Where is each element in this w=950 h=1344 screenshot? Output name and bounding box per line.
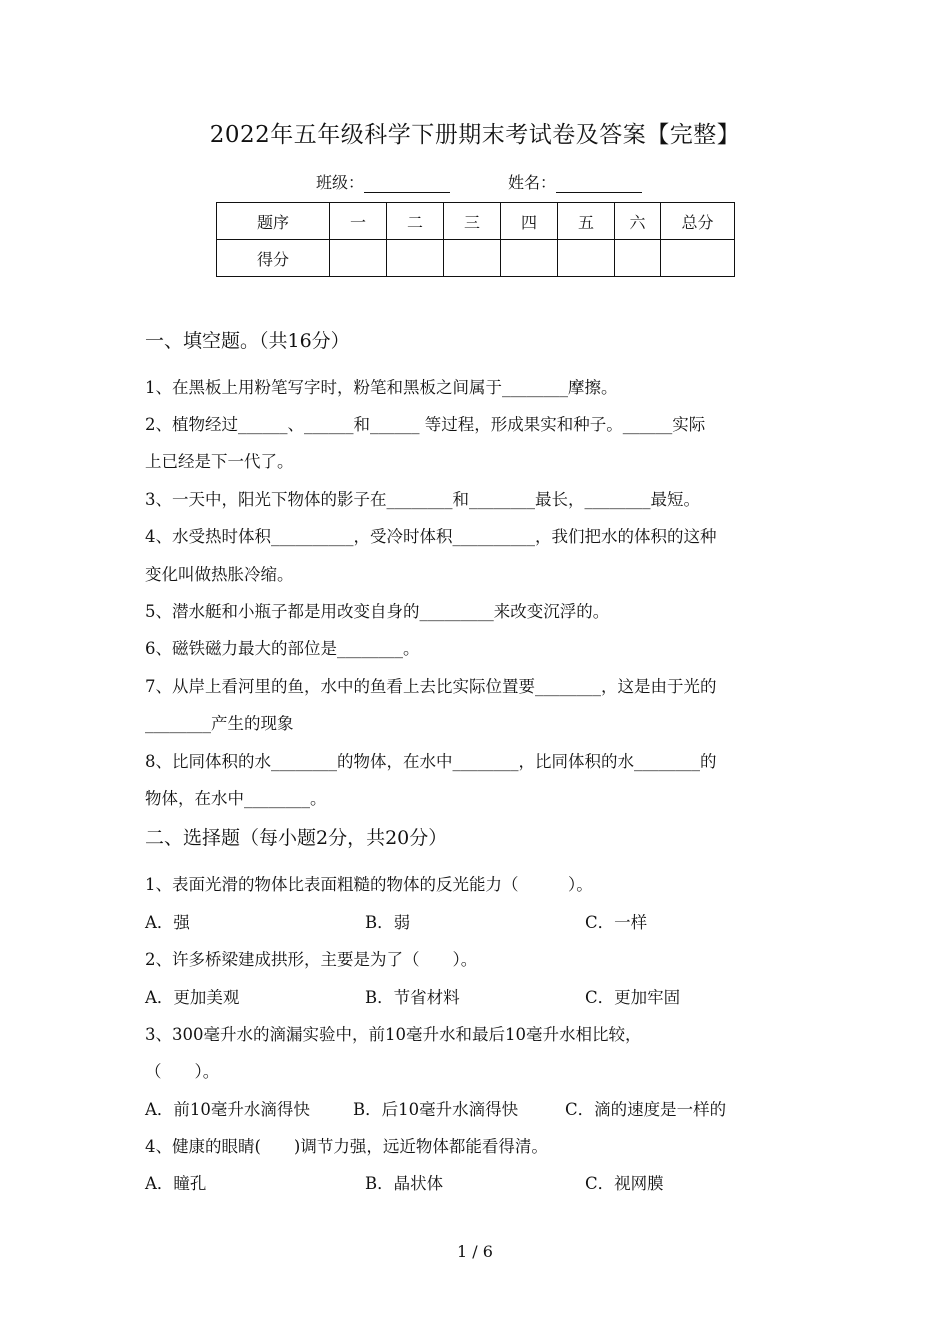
score-cell[interactable]: [330, 240, 387, 277]
question-line: 物体，在水中________。: [145, 789, 327, 808]
question-line: ________产生的现象: [145, 714, 294, 733]
question-line: 2、植物经过______、______和______ 等过程，形成果实和种子。______实际: [145, 415, 706, 434]
page-number: 1 / 6: [457, 1242, 493, 1261]
q3-option-a[interactable]: A．前10毫升水滴得快: [145, 1100, 310, 1119]
page-title: 2022年五年级科学下册期末考试卷及答案【完整】: [209, 122, 741, 148]
score-cell[interactable]: [661, 240, 735, 277]
question-line: 3、一天中，阳光下物体的影子在________和________最长，________最短。: [145, 490, 700, 509]
table-header-cell: 三: [444, 203, 501, 240]
score-table: [216, 202, 735, 277]
student-info: [316, 170, 642, 193]
q3-option-b[interactable]: B．后10毫升水滴得快: [353, 1100, 519, 1119]
question-line: 4、水受热时体积__________，受冷时体积__________，我们把水的体积的这种: [145, 527, 717, 546]
question-line: 7、从岸上看河里的鱼，水中的鱼看上去比实际位置要________，这是由于光的: [145, 677, 717, 696]
question-line: 8、比同体积的水________的物体，在水中________，比同体积的水________的: [145, 752, 717, 771]
table-header-cell: 题序: [217, 203, 330, 240]
table-header-cell: 六: [615, 203, 661, 240]
section1-heading: 一、填空题。（共16分）: [145, 330, 350, 352]
table-header-cell: 五: [558, 203, 615, 240]
table-header-cell: 总分: [661, 203, 735, 240]
q3-option-c[interactable]: C．滴的速度是一样的: [565, 1100, 727, 1119]
question-2: 2、许多桥梁建成拱形，主要是为了（ ）。: [145, 950, 478, 969]
question-3: 3、300毫升水的滴漏实验中，前10毫升水和最后10毫升水相比较，: [145, 1025, 642, 1044]
score-cell[interactable]: [615, 240, 661, 277]
question-line: 上已经是下一代了。: [145, 452, 294, 471]
question-line: 变化叫做热胀冷缩。: [145, 565, 294, 584]
q1-option-c[interactable]: C．一样: [585, 913, 648, 932]
class-label: 班级：: [316, 173, 365, 192]
question-line: 1、在黑板上用粉笔写字时，粉笔和黑板之间属于________摩擦。: [145, 378, 618, 397]
question-3-cont: （ ）。: [145, 1062, 220, 1081]
section2-heading: 二、选择题（每小题2分，共20分）: [145, 827, 448, 849]
question-4: 4、健康的眼睛( )调节力强，远近物体都能看得清。: [145, 1137, 548, 1156]
q1-option-b[interactable]: B．弱: [365, 913, 411, 932]
q4-option-b[interactable]: B．晶状体: [365, 1174, 444, 1193]
table-header-cell: 二: [387, 203, 444, 240]
score-cell[interactable]: [558, 240, 615, 277]
class-blank[interactable]: [364, 172, 450, 193]
question-line: 5、潜水艇和小瓶子都是用改变自身的_________来改变沉浮的。: [145, 602, 610, 621]
q4-option-c[interactable]: C．视网膜: [585, 1174, 664, 1193]
table-header-cell: 四: [501, 203, 558, 240]
question-1: 1、表面光滑的物体比表面粗糙的物体的反光能力（ ）。: [145, 875, 593, 894]
q2-option-a[interactable]: A．更加美观: [145, 988, 240, 1007]
q1-option-a[interactable]: A．强: [145, 913, 190, 932]
name-blank[interactable]: [556, 172, 642, 193]
q4-option-a[interactable]: A．瞳孔: [145, 1174, 207, 1193]
score-cell[interactable]: [387, 240, 444, 277]
table-header-cell: 一: [330, 203, 387, 240]
score-cell[interactable]: [444, 240, 501, 277]
score-table-score-row: [217, 240, 735, 277]
score-cell[interactable]: [501, 240, 558, 277]
name-label: 姓名：: [508, 173, 557, 192]
q2-option-c[interactable]: C．更加牢固: [585, 988, 681, 1007]
score-row-label: 得分: [217, 240, 330, 277]
question-line: 6、磁铁磁力最大的部位是________。: [145, 639, 420, 658]
score-table-header-row: [217, 203, 735, 240]
q2-option-b[interactable]: B．节省材料: [365, 988, 460, 1007]
